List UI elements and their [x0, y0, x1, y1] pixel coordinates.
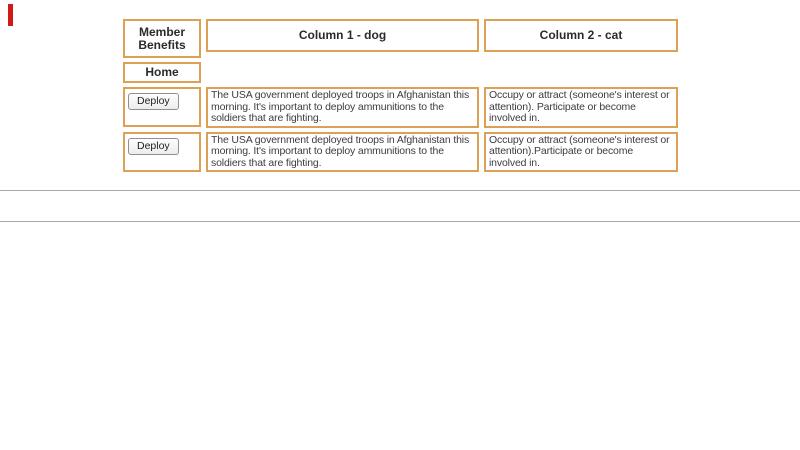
table-row-1-col2-text: Occupy or attract (someone's interest or attention). Participate or become involved in.	[484, 87, 678, 128]
member-benefits-header: Member Benefits	[123, 19, 201, 58]
table-row-1-action-cell	[123, 87, 201, 127]
column2-header: Column 2 - cat	[484, 19, 678, 52]
benefits-table	[123, 19, 678, 172]
nav-home[interactable]: Home	[123, 62, 201, 83]
table-row-1-col1-text: The USA government deployed troops in Afghanistan this morning. It's important to deploy ammunitions to the soldiers that are fighting.	[206, 87, 479, 128]
table-row-2-col2-text: Occupy or attract (someone's interest or attention).Participate or become involved in.	[484, 132, 678, 173]
empty-cell	[206, 62, 479, 63]
table-row-2-col1-text: The USA government deployed troops in Afghanistan this morning. It's important to deploy ammunitions to the soldiers that are fighting.	[206, 132, 479, 173]
deploy-button-2[interactable]: Deploy	[128, 138, 179, 155]
red-caret-mark	[8, 4, 13, 26]
horizontal-rule-bottom	[0, 221, 800, 222]
empty-cell	[484, 62, 678, 63]
deploy-button-1[interactable]: Deploy	[128, 93, 179, 110]
column1-header: Column 1 - dog	[206, 19, 479, 52]
horizontal-rule-top	[0, 190, 800, 191]
table-row-2-action-cell	[123, 132, 201, 172]
